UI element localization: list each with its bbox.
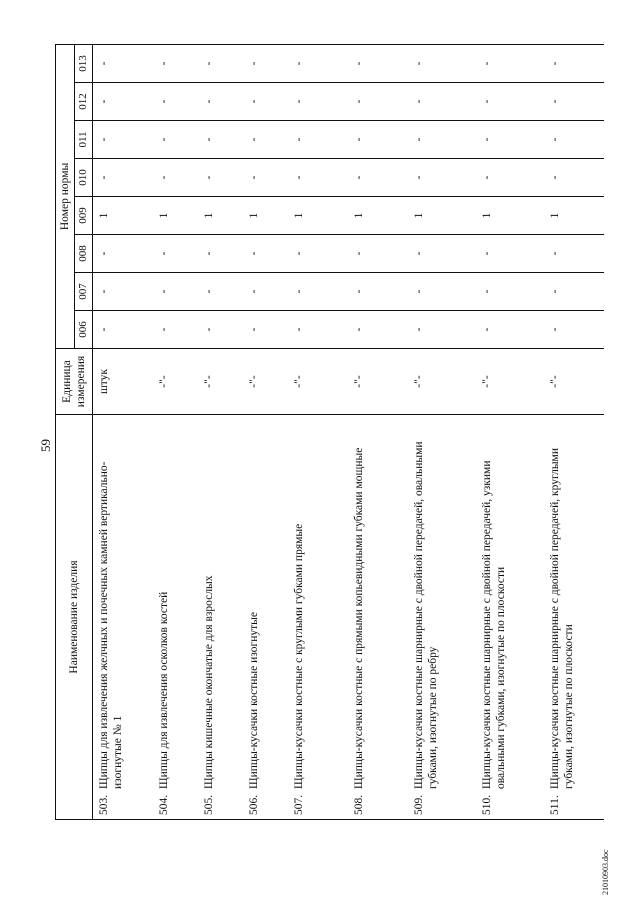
norm-value-cell: 1 — [408, 197, 476, 235]
item-number: 503. — [98, 794, 111, 815]
norm-value-cell: - — [348, 83, 408, 121]
table-row — [476, 44, 544, 819]
table-row — [243, 44, 288, 819]
norm-value-cell: - — [544, 235, 604, 273]
unit-cell: -"- — [198, 349, 243, 415]
norm-value-cell: - — [348, 273, 408, 311]
norm-value-cell: - — [243, 83, 288, 121]
norm-value-cell: - — [153, 83, 198, 121]
norm-value-cell: 1 — [153, 197, 198, 235]
norm-value-cell: - — [476, 121, 544, 159]
norm-value-cell: - — [348, 235, 408, 273]
norm-value-cell: - — [544, 121, 604, 159]
norm-value-cell: - — [243, 159, 288, 197]
norm-value-cell: - — [476, 273, 544, 311]
norm-value-cell: - — [348, 311, 408, 349]
item-number: 509. — [413, 794, 426, 815]
header-norm-col: 009 — [75, 197, 93, 235]
item-name-cell — [243, 415, 288, 820]
document-footer: 21010903.doc — [601, 849, 610, 895]
norms-table — [55, 44, 604, 820]
norm-value-cell: - — [153, 121, 198, 159]
norm-value-cell: - — [408, 311, 476, 349]
unit-cell: -"- — [408, 349, 476, 415]
item-name-cell — [408, 415, 476, 820]
norm-value-cell: - — [476, 311, 544, 349]
norm-value-cell: 1 — [348, 197, 408, 235]
norm-value-cell: - — [288, 44, 348, 82]
norm-value-cell: - — [476, 83, 544, 121]
norm-value-cell: - — [93, 159, 154, 197]
norm-value-cell: - — [544, 159, 604, 197]
norm-value-cell: - — [288, 121, 348, 159]
item-name-cell — [93, 415, 154, 820]
norm-value-cell: - — [93, 311, 154, 349]
norm-value-cell: - — [198, 311, 243, 349]
header-norm-col: 010 — [75, 159, 93, 197]
header-norm-col: 013 — [75, 44, 93, 82]
norm-value-cell: - — [243, 273, 288, 311]
norm-value-cell: - — [93, 83, 154, 121]
header-unit-line2: измерения — [75, 355, 88, 408]
item-name-cell — [348, 415, 408, 820]
norm-value-cell: - — [93, 44, 154, 82]
table-row — [198, 44, 243, 819]
header-norm-col: 008 — [75, 235, 93, 273]
unit-cell: -"- — [476, 349, 544, 415]
item-name-cell — [198, 415, 243, 820]
norm-value-cell: - — [243, 44, 288, 82]
item-name: Щипцы-кусачки костные шарнирные с двойной передачей, овальными губками, изогнутые по ребру — [413, 441, 440, 789]
norm-value-cell: - — [288, 159, 348, 197]
header-unit — [56, 349, 93, 415]
header-norm-col: 007 — [75, 273, 93, 311]
table-row — [408, 44, 476, 819]
norm-value-cell: - — [243, 311, 288, 349]
norm-value-cell: - — [288, 235, 348, 273]
norm-value-cell: - — [544, 273, 604, 311]
table-row — [348, 44, 408, 819]
norm-value-cell: 1 — [476, 197, 544, 235]
norm-value-cell: - — [476, 235, 544, 273]
header-item-name: Наименование изделия — [56, 415, 93, 820]
item-name: Щипцы кишечные окончатые для взрослых — [203, 575, 216, 789]
item-name-cell — [476, 415, 544, 820]
table-row — [288, 44, 348, 819]
item-number: 506. — [248, 794, 261, 815]
norm-value-cell: - — [153, 44, 198, 82]
norm-value-cell: - — [93, 235, 154, 273]
norm-value-cell: - — [198, 83, 243, 121]
norm-value-cell: - — [408, 121, 476, 159]
norm-value-cell: 1 — [198, 197, 243, 235]
item-number: 505. — [203, 794, 216, 815]
norm-value-cell: - — [408, 273, 476, 311]
table-row — [153, 44, 198, 819]
norm-value-cell: - — [348, 159, 408, 197]
norm-value-cell: - — [348, 44, 408, 82]
item-number: 507. — [293, 794, 306, 815]
norm-value-cell: - — [153, 273, 198, 311]
item-name-cell — [544, 415, 604, 820]
norm-value-cell: - — [198, 159, 243, 197]
item-name: Щипцы для извлечения желчных и почечных камней вертикально-изогнутые № 1 — [98, 461, 125, 789]
norm-value-cell: - — [544, 311, 604, 349]
header-norm-col: 006 — [75, 311, 93, 349]
unit-cell: -"- — [243, 349, 288, 415]
page-number: 59 — [38, 439, 53, 452]
header-norm-col: 011 — [75, 121, 93, 159]
norm-value-cell: - — [544, 44, 604, 82]
norm-value-cell: - — [408, 44, 476, 82]
item-name: Щипцы-кусачки костные изогнутые — [248, 612, 261, 789]
item-name: Щипцы-кусачки костные с круглыми губками прямые — [293, 523, 306, 789]
norm-value-cell: - — [288, 83, 348, 121]
item-name-cell — [153, 415, 198, 820]
norm-value-cell: - — [198, 44, 243, 82]
header-norm-col: 012 — [75, 83, 93, 121]
header-unit-line1: Единица — [61, 360, 74, 403]
norm-value-cell: - — [153, 311, 198, 349]
unit-cell: -"- — [288, 349, 348, 415]
item-number: 510. — [481, 794, 494, 815]
norm-value-cell: - — [198, 235, 243, 273]
header-row-1 — [56, 44, 75, 819]
norm-value-cell: - — [348, 121, 408, 159]
norm-value-cell: - — [243, 121, 288, 159]
norm-value-cell: - — [198, 273, 243, 311]
norm-value-cell: - — [153, 235, 198, 273]
norm-value-cell: - — [408, 83, 476, 121]
item-name: Щипцы-кусачки костные шарнирные с двойной передачей, узкими овальными губками, изогнутые по плоскости — [481, 460, 508, 789]
item-name: Щипцы-кусачки костные с прямыми копьевидными губками мощные — [353, 447, 366, 789]
unit-cell: штук — [93, 349, 154, 415]
item-number: 511. — [549, 795, 562, 815]
unit-cell: -"- — [348, 349, 408, 415]
norm-value-cell: - — [408, 235, 476, 273]
norm-value-cell: - — [476, 159, 544, 197]
item-number: 508. — [353, 794, 366, 815]
table-row — [93, 44, 154, 819]
norm-value-cell: - — [408, 159, 476, 197]
table-row — [544, 44, 604, 819]
unit-cell: -"- — [153, 349, 198, 415]
norm-value-cell: - — [198, 121, 243, 159]
norm-value-cell: - — [476, 44, 544, 82]
norm-value-cell: 1 — [93, 197, 154, 235]
norm-value-cell: 1 — [243, 197, 288, 235]
norm-value-cell: - — [243, 235, 288, 273]
norm-value-cell: - — [93, 273, 154, 311]
norm-value-cell: 1 — [544, 197, 604, 235]
item-name: Щипцы для извлечения осколков костей — [158, 591, 171, 789]
item-name: Щипцы-кусачки костные шарнирные с двойной передачей, круглыми губками, изогнутые по плоскости — [549, 448, 576, 789]
norm-value-cell: - — [544, 83, 604, 121]
norm-value-cell: - — [288, 311, 348, 349]
unit-cell: -"- — [544, 349, 604, 415]
norm-value-cell: - — [153, 159, 198, 197]
norm-value-cell: - — [93, 121, 154, 159]
norm-value-cell: 1 — [288, 197, 348, 235]
norm-value-cell: - — [288, 273, 348, 311]
item-name-cell — [288, 415, 348, 820]
item-number: 504. — [158, 794, 171, 815]
header-norm-number: Номер нормы — [56, 44, 75, 348]
